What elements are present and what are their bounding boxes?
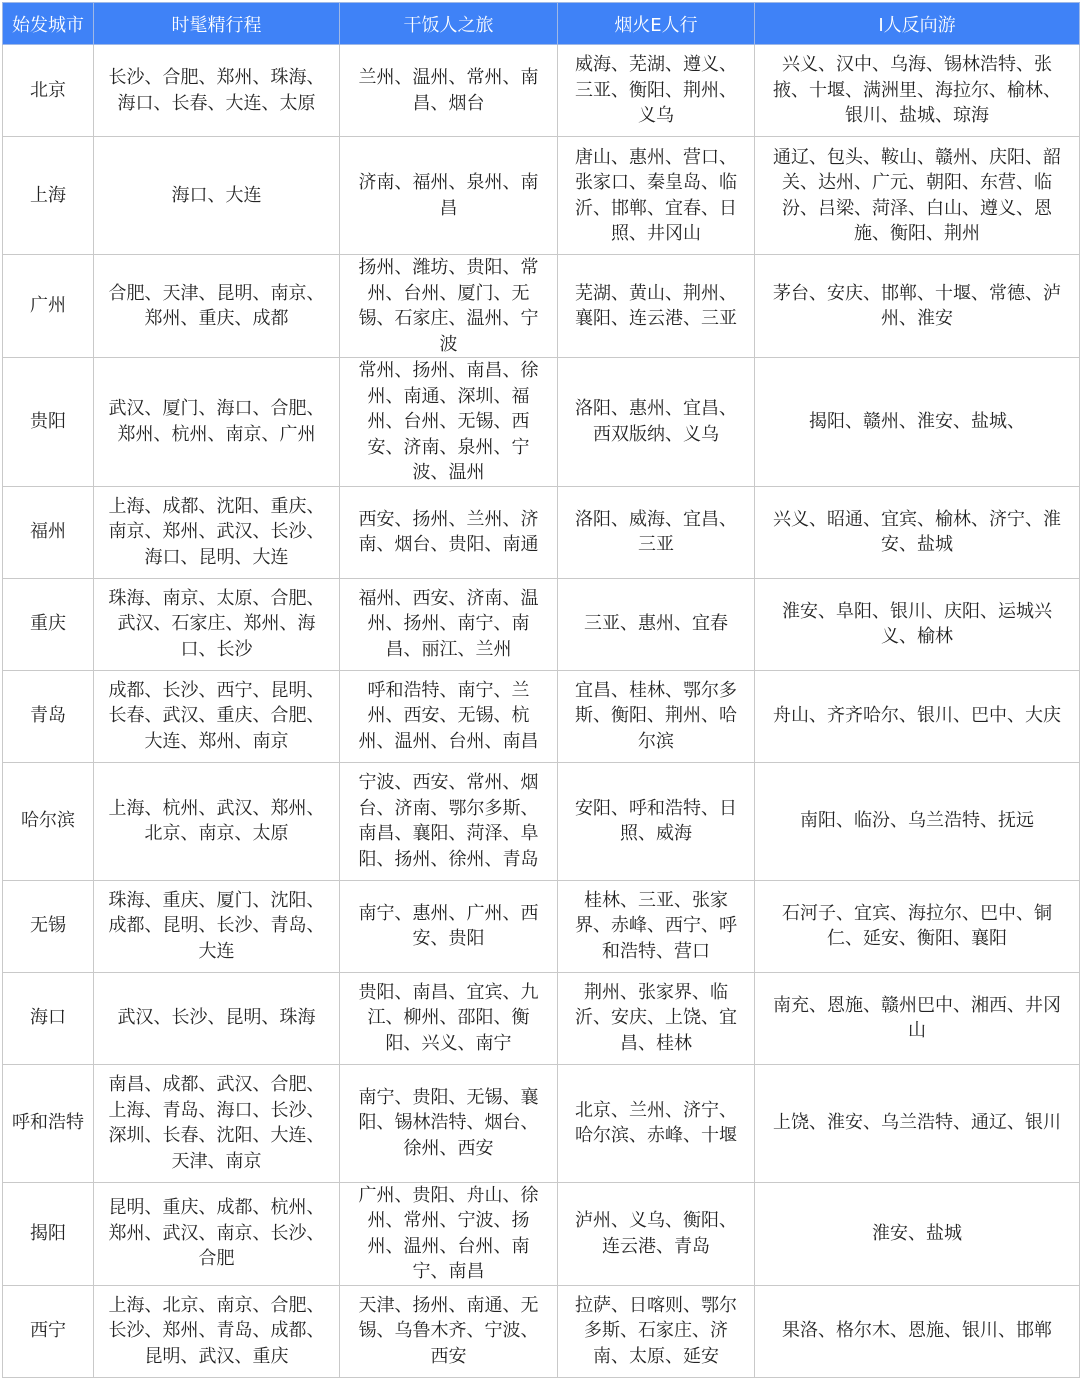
trendy-cell: 成都、长沙、西宁、昆明、长春、武汉、重庆、合肥、大连、郑州、南京	[94, 670, 340, 762]
extrovert-cell: 洛阳、惠州、宜昌、西双版纳、义乌	[558, 358, 755, 487]
introvert-cell: 石河子、宜宾、海拉尔、巴中、铜仁、延安、衡阳、襄阳	[755, 880, 1080, 972]
foodie-cell: 西安、扬州、兰州、济南、烟台、贵阳、南通	[340, 486, 558, 578]
origin-city-cell: 广州	[3, 255, 94, 358]
foodie-cell: 兰州、温州、常州、南昌、烟台	[340, 45, 558, 137]
trendy-cell: 珠海、南京、太原、合肥、武汉、石家庄、郑州、海口、长沙	[94, 578, 340, 670]
table-row	[3, 762, 1080, 880]
introvert-cell: 舟山、齐齐哈尔、银川、巴中、大庆	[755, 670, 1080, 762]
foodie-cell: 济南、福州、泉州、南昌	[340, 137, 558, 255]
table-row	[3, 880, 1080, 972]
introvert-cell: 茅台、安庆、邯郸、十堰、常德、泸州、淮安	[755, 255, 1080, 358]
extrovert-cell: 唐山、惠州、营口、张家口、秦皇岛、临沂、邯郸、宜春、日照、井冈山	[558, 137, 755, 255]
extrovert-cell: 洛阳、威海、宜昌、三亚	[558, 486, 755, 578]
foodie-cell: 呼和浩特、南宁、兰州、西安、无锡、杭州、温州、台州、南昌	[340, 670, 558, 762]
introvert-cell: 兴义、汉中、乌海、锡林浩特、张掖、十堰、满洲里、海拉尔、榆林、银川、盐城、琼海	[755, 45, 1080, 137]
introvert-cell: 南充、恩施、赣州巴中、湘西、井冈山	[755, 972, 1080, 1064]
trendy-cell: 上海、北京、南京、合肥、长沙、郑州、青岛、成都、昆明、武汉、重庆	[94, 1285, 340, 1377]
origin-city-cell: 哈尔滨	[3, 762, 94, 880]
header-introvert-trip: I人反向游	[755, 3, 1080, 45]
header-foodie-trip: 干饭人之旅	[340, 3, 558, 45]
table-header-row	[3, 3, 1080, 45]
trendy-cell: 长沙、合肥、郑州、珠海、海口、长春、大连、太原	[94, 45, 340, 137]
origin-city-cell: 重庆	[3, 578, 94, 670]
extrovert-cell: 拉萨、日喀则、鄂尔多斯、石家庄、济南、太原、延安	[558, 1285, 755, 1377]
origin-city-cell: 北京	[3, 45, 94, 137]
origin-city-cell: 海口	[3, 972, 94, 1064]
foodie-cell: 南宁、贵阳、无锡、襄阳、锡林浩特、烟台、徐州、西安	[340, 1064, 558, 1182]
introvert-cell: 通辽、包头、鞍山、赣州、庆阳、韶关、达州、广元、朝阳、东营、临汾、吕梁、菏泽、白山、遵义、恩施、衡阳、荆州	[755, 137, 1080, 255]
table-row	[3, 137, 1080, 255]
introvert-cell: 兴义、昭通、宜宾、榆林、济宁、淮安、盐城	[755, 486, 1080, 578]
extrovert-cell: 桂林、三亚、张家界、赤峰、西宁、呼和浩特、营口	[558, 880, 755, 972]
extrovert-cell: 芜湖、黄山、荆州、襄阳、连云港、三亚	[558, 255, 755, 358]
header-extrovert-trip: 烟火E人行	[558, 3, 755, 45]
trendy-cell: 海口、大连	[94, 137, 340, 255]
table-row	[3, 255, 1080, 358]
table-row	[3, 45, 1080, 137]
trendy-cell: 合肥、天津、昆明、南京、郑州、重庆、成都	[94, 255, 340, 358]
trendy-cell: 上海、杭州、武汉、郑州、北京、南京、太原	[94, 762, 340, 880]
header-trendy-trip: 时髦精行程	[94, 3, 340, 45]
extrovert-cell: 泸州、义乌、衡阳、连云港、青岛	[558, 1182, 755, 1285]
table-row	[3, 670, 1080, 762]
trendy-cell: 武汉、厦门、海口、合肥、郑州、杭州、南京、广州	[94, 358, 340, 487]
trendy-cell: 珠海、重庆、厦门、沈阳、成都、昆明、长沙、青岛、大连	[94, 880, 340, 972]
extrovert-cell: 三亚、惠州、宜春	[558, 578, 755, 670]
origin-city-cell: 呼和浩特	[3, 1064, 94, 1182]
table-row	[3, 1285, 1080, 1377]
foodie-cell: 南宁、惠州、广州、西安、贵阳	[340, 880, 558, 972]
foodie-cell: 贵阳、南昌、宜宾、九江、柳州、邵阳、衡阳、兴义、南宁	[340, 972, 558, 1064]
origin-city-cell: 西宁	[3, 1285, 94, 1377]
introvert-cell: 上饶、淮安、乌兰浩特、通辽、银川	[755, 1064, 1080, 1182]
introvert-cell: 淮安、阜阳、银川、庆阳、运城兴义、榆林	[755, 578, 1080, 670]
introvert-cell: 淮安、盐城	[755, 1182, 1080, 1285]
origin-city-cell: 青岛	[3, 670, 94, 762]
foodie-cell: 天津、扬州、南通、无锡、乌鲁木齐、宁波、西安	[340, 1285, 558, 1377]
extrovert-cell: 安阳、呼和浩特、日照、威海	[558, 762, 755, 880]
foodie-cell: 扬州、潍坊、贵阳、常州、台州、厦门、无锡、石家庄、温州、宁波	[340, 255, 558, 358]
foodie-cell: 福州、西安、济南、温州、扬州、南宁、南昌、丽江、兰州	[340, 578, 558, 670]
travel-destination-table	[2, 2, 1080, 1378]
extrovert-cell: 威海、芜湖、遵义、三亚、衡阳、荆州、义乌	[558, 45, 755, 137]
introvert-cell: 南阳、临汾、乌兰浩特、抚远	[755, 762, 1080, 880]
trendy-cell: 昆明、重庆、成都、杭州、郑州、武汉、南京、长沙、合肥	[94, 1182, 340, 1285]
foodie-cell: 宁波、西安、常州、烟台、济南、鄂尔多斯、南昌、襄阳、菏泽、阜阳、扬州、徐州、青岛	[340, 762, 558, 880]
table-row	[3, 486, 1080, 578]
table-row	[3, 1064, 1080, 1182]
table-row	[3, 972, 1080, 1064]
origin-city-cell: 上海	[3, 137, 94, 255]
foodie-cell: 常州、扬州、南昌、徐州、南通、深圳、福州、台州、无锡、西安、济南、泉州、宁波、温州	[340, 358, 558, 487]
table-row	[3, 1182, 1080, 1285]
trendy-cell: 武汉、长沙、昆明、珠海	[94, 972, 340, 1064]
origin-city-cell: 揭阳	[3, 1182, 94, 1285]
foodie-cell: 广州、贵阳、舟山、徐州、常州、宁波、扬州、温州、台州、南宁、南昌	[340, 1182, 558, 1285]
origin-city-cell: 无锡	[3, 880, 94, 972]
trendy-cell: 南昌、成都、武汉、合肥、上海、青岛、海口、长沙、深圳、长春、沈阳、大连、天津、南京	[94, 1064, 340, 1182]
extrovert-cell: 荆州、张家界、临沂、安庆、上饶、宜昌、桂林	[558, 972, 755, 1064]
table-row	[3, 578, 1080, 670]
origin-city-cell: 贵阳	[3, 358, 94, 487]
extrovert-cell: 北京、兰州、济宁、哈尔滨、赤峰、十堰	[558, 1064, 755, 1182]
header-origin-city: 始发城市	[3, 3, 94, 45]
introvert-cell: 揭阳、赣州、淮安、盐城、	[755, 358, 1080, 487]
trendy-cell: 上海、成都、沈阳、重庆、南京、郑州、武汉、长沙、海口、昆明、大连	[94, 486, 340, 578]
extrovert-cell: 宜昌、桂林、鄂尔多斯、衡阳、荆州、哈尔滨	[558, 670, 755, 762]
origin-city-cell: 福州	[3, 486, 94, 578]
introvert-cell: 果洛、格尔木、恩施、银川、邯郸	[755, 1285, 1080, 1377]
table-row	[3, 358, 1080, 487]
